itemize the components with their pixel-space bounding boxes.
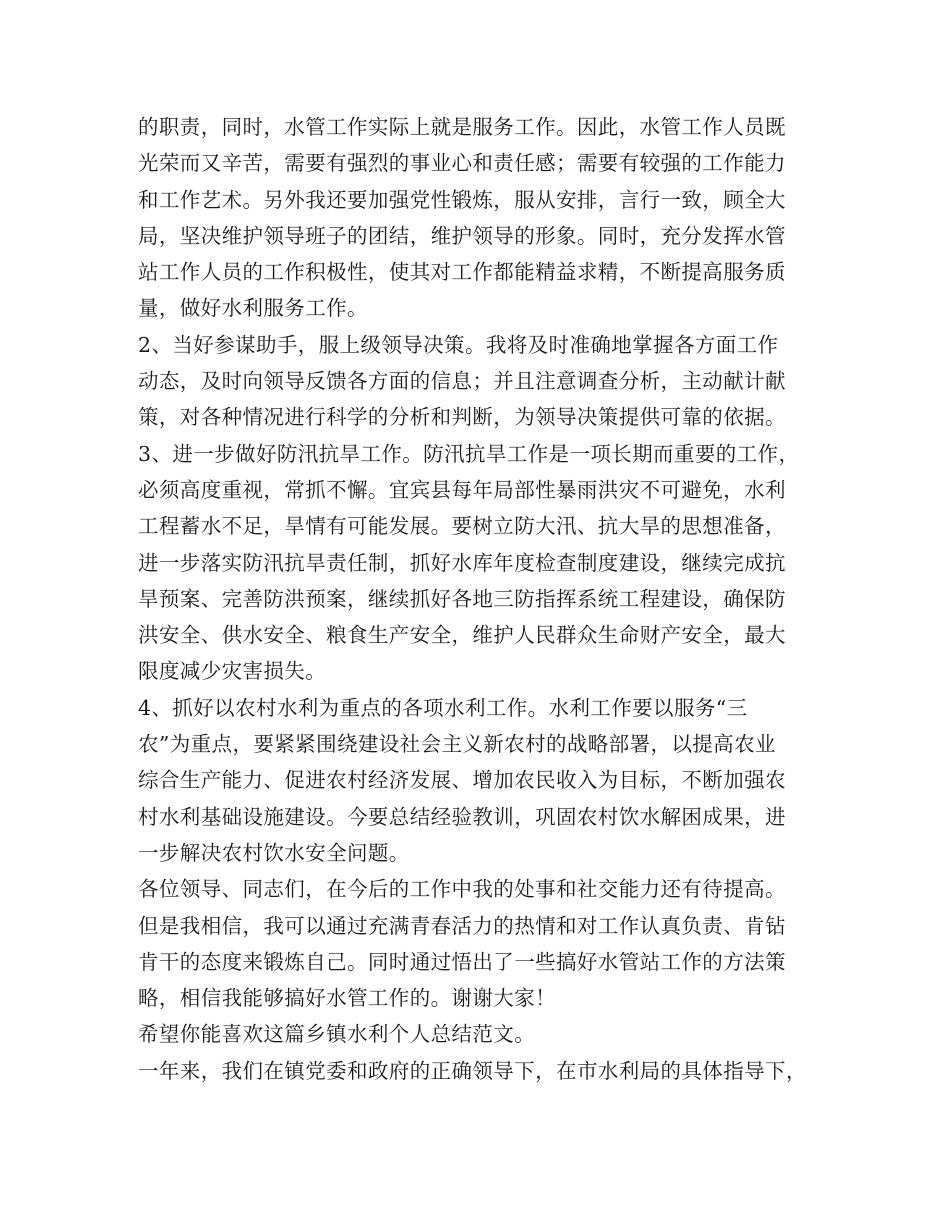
text-line: 站工作人员的工作积极性，使其对工作都能精益求精，不断提高服务质 xyxy=(138,260,786,285)
text-line: 的职责，同时，水管工作实际上就是服务工作。因此，水管工作人员既 xyxy=(138,115,786,139)
text-line: 局，坚决维护领导班子的团结，维护领导的形象。同时，充分发挥水管 xyxy=(138,223,786,248)
text-line: 旱预案、完善防洪预案，继续抓好各地三防指挥系统工程建设，确保防 xyxy=(138,586,786,611)
text-line: 量，做好水利服务工作。 xyxy=(138,296,368,321)
text-line: 进一步落实防汛抗旱责任制，抓好水库年度检查制度建设，继续完成抗 xyxy=(138,550,786,575)
text-line: 肯干的态度来锻炼自己。同时通过悟出了一些搞好水管站工作的方法策 xyxy=(138,949,786,974)
text-line: 农”为重点，要紧紧围绕建设社会主义新农村的战略部署，以提高农业 xyxy=(138,732,776,757)
text-line: 工程蓄水不足，旱情有可能发展。要树立防大汛、抗大旱的思想准备， xyxy=(138,514,786,539)
text-line: 村水利基础设施建设。今要总结经验教训，巩固农村饮水解困成果，进 xyxy=(138,804,786,829)
text-line: 一步解决农村饮水安全问题。 xyxy=(138,840,410,865)
text-line: 光荣而又辛苦，需要有强烈的事业心和责任感；需要有较强的工作能力 xyxy=(138,151,786,176)
text-line: 但是我相信，我可以通过充满青春活力的热情和对工作认真负责、肯钻 xyxy=(138,913,786,938)
text-line: 限度减少灾害损失。 xyxy=(138,659,327,684)
text-line: 动态，及时向领导反馈各方面的信息；并且注意调查分析，主动献计献 xyxy=(138,369,786,394)
text-line: 希望你能喜欢这篇乡镇水利个人总结范文。 xyxy=(138,1022,536,1047)
text-line: 必须高度重视，常抓不懈。宜宾县每年局部性暴雨洪灾不可避免，水利 xyxy=(138,477,786,502)
text-line: 一年来，我们在镇党委和政府的正确领导下，在市水利局的具体指导下， xyxy=(138,1058,807,1083)
text-line: 和工作艺术。另外我还要加强党性锻炼，服从安排，言行一致，顾全大 xyxy=(138,187,786,212)
document-body xyxy=(138,109,828,1089)
text-line: 洪安全、供水安全、粮食生产安全，维护人民群众生命财产安全，最大 xyxy=(138,623,786,648)
text-line: 2、当好参谋助手，服上级领导决策。我将及时准确地掌握各方面工作 xyxy=(138,332,779,357)
text-line: 策，对各种情况进行科学的分析和判断，为领导决策提供可靠的依据。 xyxy=(138,405,786,430)
text-line: 3、进一步做好防汛抗旱工作。防汛抗旱工作是一项长期而重要的工作， xyxy=(138,441,800,466)
text-line: 综合生产能力、促进农村经济发展、增加农民收入为目标，不断加强农 xyxy=(138,768,786,793)
text-line: 略，相信我能够搞好水管工作的。谢谢大家！ xyxy=(138,986,556,1011)
text-line: 4、抓好以农村水利为重点的各项水利工作。水利工作要以服务“三 xyxy=(138,695,748,720)
text-line: 各位领导、同志们，在今后的工作中我的处事和社交能力还有待提高。 xyxy=(138,877,786,902)
